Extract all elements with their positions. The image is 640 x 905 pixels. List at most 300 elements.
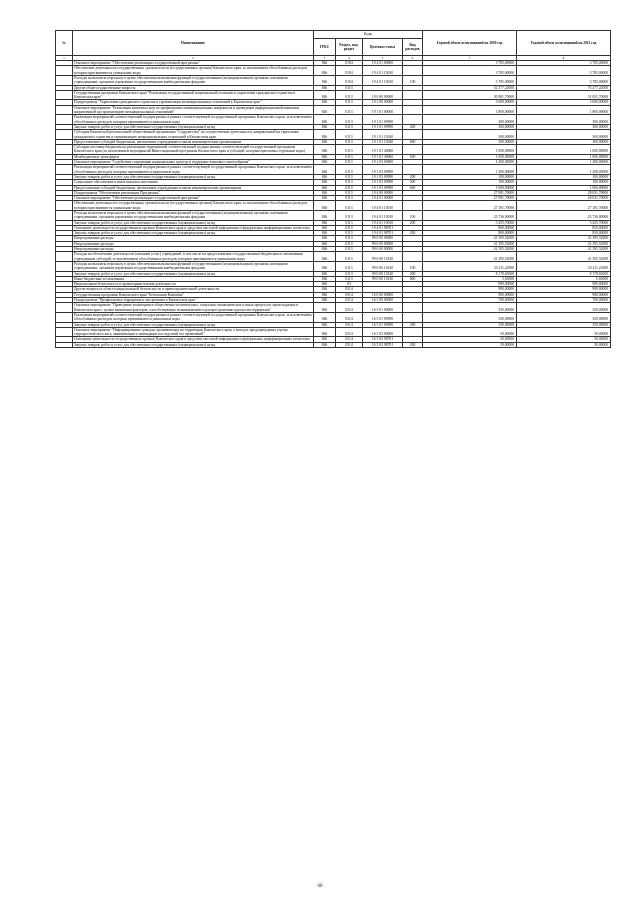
row-2020-cell: 50,00000 xyxy=(423,337,517,342)
row-section-cell: 0113 xyxy=(336,247,363,252)
row-name-cell: Освещение деятельности государственных органов Камчатского края в средствах массовой информации и федеральных информационных агентствах xyxy=(73,225,314,230)
row-grbs-cell: 846 xyxy=(314,337,336,342)
row-section-cell: 0113 xyxy=(336,174,363,179)
row-name-cell: Межбюджетные трансферты xyxy=(73,154,314,159)
row-name-cell: Основное мероприятие "Обеспечение реализации государственной программы" xyxy=(73,61,314,66)
row-target-cell: 19 1 03 09990 xyxy=(363,180,403,185)
row-target-cell: 19 4 00 00000 xyxy=(363,190,403,195)
row-2021-cell: 27 181,70000 xyxy=(517,201,611,211)
row-2020-cell: 1 000,00000 xyxy=(423,145,517,155)
row-2021-cell: 41 395,52000 xyxy=(517,236,611,241)
row-2021-cell: 33 211,22000 xyxy=(517,261,611,271)
row-name-cell: Национальная безопасность и правоохранительная деятельность xyxy=(73,282,314,287)
row-2021-cell: 50,00000 xyxy=(517,342,611,347)
row-grbs-cell: 846 xyxy=(314,241,336,246)
row-name-cell: Непрограммные расходы xyxy=(73,236,314,241)
row-target-cell: 99 0 00 10140 xyxy=(363,252,403,262)
row-section-cell: 0113 xyxy=(336,225,363,230)
row-name-cell: Основное мероприятие "Обеспечение реализации государственной программы" xyxy=(73,196,314,201)
row-2020-cell: 1 800,00000 xyxy=(423,105,517,115)
table-row xyxy=(56,303,611,313)
row-2020-cell: 100,00000 xyxy=(423,174,517,179)
row-2021-cell: 1 800,00000 xyxy=(517,105,611,115)
row-section-cell: 0113 xyxy=(336,130,363,140)
table-row xyxy=(56,75,611,85)
col-header-grbs: ГРБС xyxy=(314,39,336,56)
row-vr-cell: 200 xyxy=(403,322,423,327)
row-section-cell: 0113 xyxy=(336,145,363,155)
column-number-cell: 7 xyxy=(423,56,517,61)
row-target-cell: 16 5 00 00000 xyxy=(363,298,403,303)
row-target-cell: 19 1 03 09990 xyxy=(363,185,403,190)
row-grbs-cell: 846 xyxy=(314,312,336,322)
row-2021-cell: 350,00000 xyxy=(517,322,611,327)
row-target-cell: 19 1 03 09990 xyxy=(363,174,403,179)
row-vr-cell: 200 xyxy=(403,342,423,347)
row-2020-cell: 27 181,70000 xyxy=(423,201,517,211)
col-header-2021: Годовой объем ассигнований на 2021 год xyxy=(517,31,611,56)
row-2020-cell: 41 395,52000 xyxy=(423,252,517,262)
col-header-num: № xyxy=(56,31,73,56)
row-2020-cell: 980,00000 xyxy=(423,292,517,297)
row-section-cell: 0314 xyxy=(336,287,363,292)
row-grbs-cell: 846 xyxy=(314,190,336,195)
row-name-cell: Расходы на выплаты персоналу в целях обеспечения выполнения функций государственными (муниципальными) органами, казенными учреждениями, органами управления государственными внебюджетными фондами xyxy=(73,75,314,85)
row-name-cell: Другие вопросы в области национальной безопасности и правоохранительной деятельности xyxy=(73,287,314,292)
row-section-cell: 0314 xyxy=(336,292,363,297)
row-2021-cell: 1 000,00000 xyxy=(517,145,611,155)
row-2021-cell: 700,00000 xyxy=(517,298,611,303)
row-vr-cell: 200 xyxy=(403,124,423,129)
row-2021-cell: 41 395,52000 xyxy=(517,247,611,252)
row-grbs-cell: 846 xyxy=(314,225,336,230)
row-2020-cell: 8 178,65000 xyxy=(423,271,517,276)
row-section-cell: 0113 xyxy=(336,115,363,125)
row-name-cell: Подпрограмма "Профилактика терроризма и экстремизма в Камчатском крае" xyxy=(73,298,314,303)
row-vr-cell: 200 xyxy=(403,271,423,276)
row-2020-cell: 800,00000 xyxy=(423,225,517,230)
row-name-cell: Подпрограмма "Укрепление гражданского единства и гармонизация межнациональных отношений в Камчатском крае" xyxy=(73,100,314,105)
table-row xyxy=(56,90,611,100)
row-grbs-cell: 846 xyxy=(314,139,336,144)
row-target-cell: 19 1 01 10340 xyxy=(363,139,403,144)
row-2021-cell: 3 785,00000 xyxy=(517,66,611,76)
row-section-cell: 0314 xyxy=(336,298,363,303)
row-2020-cell: 3 785,00000 xyxy=(423,61,517,66)
row-2021-cell: 28 031,70000 xyxy=(517,190,611,195)
row-2020-cell: 1 200,00000 xyxy=(423,165,517,175)
row-grbs-cell: 846 xyxy=(314,75,336,85)
row-name-cell: Закупка товаров, работ и услуг для обеспечения государственных (муниципальных) нужд xyxy=(73,220,314,225)
row-2020-cell: 50,00000 xyxy=(423,342,517,347)
row-section-cell: 0314 xyxy=(336,327,363,337)
row-vr-cell xyxy=(403,105,423,115)
row-vr-cell xyxy=(403,90,423,100)
row-2021-cell: 73 477,22000 xyxy=(517,85,611,90)
row-section-cell: 0113 xyxy=(336,271,363,276)
row-section-cell: 0113 xyxy=(336,160,363,165)
row-2020-cell: 3 785,00000 xyxy=(423,75,517,85)
row-grbs-cell: 846 xyxy=(314,185,336,190)
row-vr-cell xyxy=(403,130,423,140)
row-name-cell: Реализация мероприятий соответствующей подпрограммы в рамках соответствующей государственной программы Камчатского края, за исключением обособленных расходов, которым присваиваются уникальные коды xyxy=(74,312,312,322)
row-2021-cell: 50,00000 xyxy=(517,337,611,342)
row-grbs-cell: 846 xyxy=(314,220,336,225)
row-num-cell xyxy=(56,130,73,140)
row-section-cell: 0113 xyxy=(336,231,363,236)
row-num-cell xyxy=(56,66,73,76)
row-target-cell: 99 0 00 00000 xyxy=(363,247,403,252)
row-2020-cell: 300,00000 xyxy=(423,130,517,140)
row-section-cell: 0113 xyxy=(336,211,363,221)
row-name-cell: Основное мероприятие "Проведение мониторинга общественно-политических, социально-экономических и иных процессов, происходящих в Камчатском крае с целью выявления факторов, способствующих возникновению и распространению идеологии терроризма" xyxy=(73,303,314,313)
row-grbs-cell: 846 xyxy=(314,322,336,327)
row-num-cell xyxy=(56,165,73,175)
row-2020-cell: 5,65000 xyxy=(423,276,517,281)
row-2020-cell: 41 395,52000 xyxy=(423,247,517,252)
row-target-cell: 19 1 01 40060 xyxy=(363,154,403,159)
row-2021-cell: 850,00000 xyxy=(517,231,611,236)
row-name-cell: Закупка товаров, работ и услуг для обеспечения государственных (муниципальных) нужд xyxy=(73,342,314,347)
row-2021-cell: 980,00000 xyxy=(517,292,611,297)
table-row xyxy=(56,130,611,140)
row-vr-cell xyxy=(403,201,423,211)
row-vr-cell xyxy=(403,252,423,262)
row-target-cell: 16 5 03 98701 xyxy=(363,342,403,347)
row-name-cell: Субсидия Камчатской региональной общественной организации "Содружество" на осуществление деятельности, направленной на укрепление гражданского единства и гармонизацию межнациональных отношений в Камчатском крае xyxy=(73,130,314,140)
row-vr-cell xyxy=(403,145,423,155)
row-name-cell: Закупка товаров, работ и услуг для обеспечения государственных (муниципальных) нужд xyxy=(73,124,314,129)
table-row xyxy=(56,252,611,262)
row-target-cell: 16 5 01 09990 xyxy=(363,322,403,327)
row-num-cell xyxy=(56,201,73,211)
row-name-cell: Социальное обеспечение и иные выплаты населению xyxy=(73,180,314,185)
row-section-cell: 0113 xyxy=(336,185,363,190)
row-2020-cell: 3 000,00000 xyxy=(423,100,517,105)
row-2020-cell: 100,00000 xyxy=(423,180,517,185)
row-target-cell: 19 1 03 00000 xyxy=(363,160,403,165)
column-number-cell: 5 xyxy=(363,56,403,61)
column-number-cell: 2 xyxy=(73,56,314,61)
row-grbs-cell: 846 xyxy=(314,100,336,105)
row-target-cell: 19 1 01 10340 xyxy=(363,130,403,140)
row-vr-cell xyxy=(403,312,423,322)
row-2021-cell: 850,00000 xyxy=(517,225,611,230)
row-section-cell: 0113 xyxy=(336,90,363,100)
row-2021-cell: 3 785,00000 xyxy=(517,75,611,85)
row-2020-cell: 980,00000 xyxy=(423,282,517,287)
row-2020-cell: 30 981,70000 xyxy=(423,90,517,100)
table-row xyxy=(56,211,611,221)
table-row xyxy=(56,66,611,76)
row-grbs-cell: 846 xyxy=(314,271,336,276)
row-2021-cell: 100,00000 xyxy=(517,174,611,179)
row-2020-cell: 1 000,00000 xyxy=(423,185,517,190)
row-target-cell: 19 1 03 09990 xyxy=(363,165,403,175)
row-grbs-cell: 846 xyxy=(314,292,336,297)
row-name-cell: Закупка товаров, работ и услуг для обеспечения государственных (муниципальных) нужд xyxy=(73,231,314,236)
row-target-cell: 16 5 01 00000 xyxy=(363,303,403,313)
row-name-cell: Непрограммные расходы xyxy=(73,247,314,252)
row-2021-cell: 3 000,00000 xyxy=(517,100,611,105)
row-2021-cell: 3 785,00000 xyxy=(517,61,611,66)
row-grbs-cell: 846 xyxy=(314,211,336,221)
col-header-name: Наименование xyxy=(73,31,314,56)
row-target-cell: 99 0 00 10140 xyxy=(363,271,403,276)
row-name-cell: Расходы на выплаты персоналу в целях обеспечения выполнения функций государственными (муниципальными) органами, казенными учреждениями, органами управления государственными внебюджетными фондами xyxy=(73,261,314,271)
row-grbs-cell: 846 xyxy=(314,174,336,179)
row-vr-cell: 600 xyxy=(403,185,423,190)
row-name-cell: Закупка товаров, работ и услуг для обеспечения государственных (муниципальных) нужд xyxy=(73,322,314,327)
row-vr-cell xyxy=(403,66,423,76)
row-name-cell: Реализация мероприятий соответствующей подпрограммы в рамках соответствующей государственной программы Камчатского края, за исключением обособленных расходов, которым присваиваются уникальные коды xyxy=(74,165,312,174)
row-section-cell: 0314 xyxy=(336,312,363,322)
row-vr-cell: 300 xyxy=(403,180,423,185)
row-2021-cell: 980,00000 xyxy=(517,282,611,287)
row-2020-cell: 300,00000 xyxy=(423,124,517,129)
row-section-cell: 0113 xyxy=(336,154,363,159)
row-2021-cell: 300,00000 xyxy=(517,124,611,129)
budget-table xyxy=(55,30,611,348)
row-vr-cell xyxy=(403,165,423,175)
column-number-cell: 4 xyxy=(336,56,363,61)
row-2020-cell: 700,00000 xyxy=(423,298,517,303)
row-target-cell: 19 1 01 00000 xyxy=(363,105,403,115)
row-2020-cell: 350,00000 xyxy=(423,312,517,322)
row-2020-cell: 1 200,00000 xyxy=(423,160,517,165)
row-name-cell: Основное мероприятие "Реализация комплекса мер по профилактике межнациональных конфликтов и проведение информационной кампании, направленной на гармонизацию межнациональных отношений" xyxy=(73,105,314,115)
row-section-cell: 0113 xyxy=(336,241,363,246)
row-target-cell: 19 0 00 00000 xyxy=(363,90,403,100)
row-target-cell: 99 0 00 10140 xyxy=(363,276,403,281)
row-2020-cell: 27 981,70000 xyxy=(423,196,517,201)
row-section-cell: 0104 xyxy=(336,61,363,66)
row-name-cell: Предоставление субсидий бюджетным, автономным учреждениям и иным некоммерческим организациям xyxy=(73,139,314,144)
row-vr-cell xyxy=(403,303,423,313)
row-section-cell: 0104 xyxy=(336,66,363,76)
row-section-cell: 0314 xyxy=(336,342,363,347)
column-number-cell: 8 xyxy=(517,56,611,61)
row-vr-cell: 200 xyxy=(403,220,423,225)
row-vr-cell: 800 xyxy=(403,276,423,281)
row-num-cell xyxy=(56,211,73,221)
row-2021-cell: 1 000,00000 xyxy=(517,154,611,159)
row-2020-cell: 300,00000 xyxy=(423,139,517,144)
row-section-cell: 0113 xyxy=(336,261,363,271)
table-row xyxy=(56,342,611,347)
row-section-cell: 0314 xyxy=(336,337,363,342)
row-2021-cell: 41 395,52000 xyxy=(517,241,611,246)
row-2021-cell: 50,00000 xyxy=(517,327,611,337)
row-grbs-cell: 846 xyxy=(314,282,336,287)
col-header-target: Целевая статья xyxy=(363,39,403,56)
row-2021-cell: 3 455,70000 xyxy=(517,220,611,225)
row-vr-cell xyxy=(403,327,423,337)
row-name-cell: Предоставление субсидий бюджетным, автономным учреждениям и иным некоммерческим организациям xyxy=(73,185,314,190)
row-section-cell: 0113 xyxy=(336,220,363,225)
document-page xyxy=(55,30,610,348)
row-vr-cell: 600 xyxy=(403,139,423,144)
row-grbs-cell: 846 xyxy=(314,90,336,100)
row-section-cell: 0113 xyxy=(336,85,363,90)
row-2020-cell: 350,00000 xyxy=(423,322,517,327)
row-target-cell: 16 5 03 98701 xyxy=(363,337,403,342)
row-name-cell: Реализация мероприятий соответствующей подпрограммы в рамках соответствующей государственной программы Камчатского края, за исключением обособленных расходов, которым присваиваются уникальные коды xyxy=(74,115,312,124)
row-vr-cell: 100 xyxy=(403,211,423,221)
row-2020-cell: 800,00000 xyxy=(423,231,517,236)
table-row xyxy=(56,105,611,115)
row-grbs-cell: 846 xyxy=(314,298,336,303)
row-grbs-cell: 846 xyxy=(314,145,336,155)
row-section-cell: 0113 xyxy=(336,180,363,185)
row-name-cell: Закупка товаров, работ и услуг для обеспечения государственных (муниципальных) нужд xyxy=(73,271,314,276)
page-number: 60 xyxy=(317,884,323,889)
row-vr-cell: 100 xyxy=(403,261,423,271)
row-grbs-cell: 846 xyxy=(314,196,336,201)
row-name-cell: Расходы на обеспечение деятельности (оказание услуг) учреждений, в том числе на предоставление государственным бюджетным и автономным учреждениям субсидий, за исключением обособленных расходов, которым присваиваются уникальные коды xyxy=(73,252,314,262)
row-grbs-cell: 846 xyxy=(314,261,336,271)
row-name-cell: Иные бюджетные ассигнования xyxy=(73,276,314,281)
row-target-cell: 19 4 01 98701 xyxy=(363,231,403,236)
row-name-cell: Субсидии местным бюджетам на реализацию мероприятий соответствующей подпрограммы соответствующей государственной программы Камчатского края (за исключением мероприятий Инвестиционной программы Камчатского края и субсидий, которым присвоены отдельные коды) xyxy=(73,145,314,155)
row-2021-cell: 300,00000 xyxy=(517,130,611,140)
row-vr-cell xyxy=(403,115,423,125)
row-num-cell xyxy=(56,90,73,100)
row-2020-cell: 32 377,22000 xyxy=(423,85,517,90)
row-target-cell: 19 1 00 00000 xyxy=(363,100,403,105)
row-target-cell: 16 5 01 09990 xyxy=(363,312,403,322)
row-2021-cell: 350,00000 xyxy=(517,303,611,313)
row-num-cell xyxy=(56,75,73,85)
row-2020-cell: 50,00000 xyxy=(423,327,517,337)
row-num-cell xyxy=(56,115,73,125)
row-target-cell: 19 1 01 09990 xyxy=(363,115,403,125)
row-2021-cell: 41 395,52000 xyxy=(517,252,611,262)
row-name-cell: Расходы на выплаты персоналу в целях обеспечения выполнения функций государственными (муниципальными) органами, казенными учреждениями, органами управления государственными внебюджетными фондами xyxy=(73,211,314,221)
column-number-cell: 3 xyxy=(314,56,336,61)
row-grbs-cell: 846 xyxy=(314,115,336,125)
row-section-cell: 0113 xyxy=(336,236,363,241)
row-vr-cell: 200 xyxy=(403,174,423,179)
row-section-cell: 0113 xyxy=(336,165,363,175)
table-row xyxy=(56,145,611,155)
row-grbs-cell: 846 xyxy=(314,61,336,66)
row-name-cell: Основное мероприятие "Информирование граждан, проживающих на территории Камчатского края, о методах предупреждения угрозы террористического акта, минимизации и ликвидации последствий его проявлений" xyxy=(73,327,314,337)
table-row xyxy=(56,165,611,175)
row-2020-cell: 350,00000 xyxy=(423,303,517,313)
row-section-cell: 0314 xyxy=(336,322,363,327)
column-number-cell: 1 xyxy=(56,56,73,61)
row-grbs-cell: 846 xyxy=(314,180,336,185)
row-section-cell: 0113 xyxy=(336,139,363,144)
table-row xyxy=(56,261,611,271)
row-2020-cell: 41 395,52000 xyxy=(423,236,517,241)
row-section-cell: 0113 xyxy=(336,124,363,129)
row-grbs-cell: 846 xyxy=(314,247,336,252)
row-2020-cell: 980,00000 xyxy=(423,287,517,292)
row-grbs-cell: 846 xyxy=(314,342,336,347)
row-2020-cell: 1 000,00000 xyxy=(423,154,517,159)
row-section-cell: 0113 xyxy=(336,276,363,281)
row-2021-cell: 1 200,00000 xyxy=(517,160,611,165)
row-name-cell: Подпрограмма "Обеспечение реализации Программы" xyxy=(73,190,314,195)
row-2021-cell: 23 726,00000 xyxy=(517,211,611,221)
col-header-codes: Коды xyxy=(314,31,423,39)
table-row xyxy=(56,312,611,322)
row-2021-cell: 1 000,00000 xyxy=(517,185,611,190)
row-name-cell: Непрограммные расходы xyxy=(73,241,314,246)
row-2021-cell: 8 178,65000 xyxy=(517,271,611,276)
row-2021-cell: 1 200,00000 xyxy=(517,165,611,175)
row-2021-cell: 300,00000 xyxy=(517,139,611,144)
row-section-cell: 0113 xyxy=(336,100,363,105)
row-target-cell: 19 4 01 10010 xyxy=(363,75,403,85)
row-name-cell: Закупка товаров, работ и услуг для обеспечения государственных (муниципальных) нужд xyxy=(73,174,314,179)
row-num-cell xyxy=(56,312,73,322)
row-target-cell: 16 5 03 00000 xyxy=(363,327,403,337)
row-grbs-cell: 846 xyxy=(314,201,336,211)
row-grbs-cell: 846 xyxy=(314,327,336,337)
column-number-cell: 6 xyxy=(403,56,423,61)
row-2021-cell: 980,00000 xyxy=(517,287,611,292)
row-section-cell: 0113 xyxy=(336,105,363,115)
row-name-cell: Освещение деятельности государственных органов Камчатского края в средствах массовой информации и федеральных информационных агентствах xyxy=(73,337,314,342)
row-target-cell: 19 4 01 98701 xyxy=(363,225,403,230)
row-section-cell: 0113 xyxy=(336,252,363,262)
row-target-cell: 19 4 01 10010 xyxy=(363,220,403,225)
row-grbs-cell: 846 xyxy=(314,287,336,292)
row-vr-cell: 500 xyxy=(403,154,423,159)
row-2021-cell: 350,00000 xyxy=(517,312,611,322)
row-grbs-cell: 846 xyxy=(314,66,336,76)
row-grbs-cell: 846 xyxy=(314,85,336,90)
row-name-cell: Основное мероприятие "Содействие сохранению национальных культур и поддержке языкового многообразия" xyxy=(73,160,314,165)
row-target-cell: 19 4 01 10010 xyxy=(363,211,403,221)
row-grbs-cell: 846 xyxy=(314,276,336,281)
row-grbs-cell: 846 xyxy=(314,154,336,159)
row-name-cell: Обеспечение деятельности государственных органов власти (государственных органов) Камчатского края, за исключением обособленных расходов, которым присваиваются уникальные коды xyxy=(73,201,314,211)
row-target-cell: 19 4 01 10010 xyxy=(363,201,403,211)
row-num-cell xyxy=(56,145,73,155)
table-row xyxy=(56,115,611,125)
row-grbs-cell: 846 xyxy=(314,165,336,175)
row-target-cell: 19 1 01 09990 xyxy=(363,124,403,129)
row-2020-cell: 41 395,52000 xyxy=(423,241,517,246)
row-target-cell: 19 1 01 40060 xyxy=(363,145,403,155)
row-target-cell: 16 0 00 00000 xyxy=(363,292,403,297)
row-section-cell: 0113 xyxy=(336,201,363,211)
col-header-section: Раздел, под-раздел xyxy=(336,39,363,56)
row-grbs-cell: 846 xyxy=(314,124,336,129)
row-grbs-cell: 846 xyxy=(314,252,336,262)
row-target-cell: 99 0 00 00000 xyxy=(363,236,403,241)
row-target-cell: 19 4 01 10010 xyxy=(363,66,403,76)
row-grbs-cell: 846 xyxy=(314,160,336,165)
row-grbs-cell: 846 xyxy=(314,105,336,115)
row-target-cell: 19 4 01 00000 xyxy=(363,61,403,66)
row-name-cell: Другие общегосударственные вопросы xyxy=(73,85,314,90)
row-2020-cell: 3 455,70000 xyxy=(423,220,517,225)
row-section-cell: 0113 xyxy=(336,190,363,195)
row-vr-cell: 200 xyxy=(403,231,423,236)
row-grbs-cell: 846 xyxy=(314,231,336,236)
row-2020-cell: 3 785,00000 xyxy=(423,66,517,76)
row-target-cell: 19 4 01 00000 xyxy=(363,196,403,201)
row-grbs-cell: 846 xyxy=(314,236,336,241)
row-section-cell: 03 xyxy=(336,282,363,287)
col-header-2020: Годовой объем ассигнований на 2020 год xyxy=(423,31,517,56)
row-num-cell xyxy=(56,105,73,115)
